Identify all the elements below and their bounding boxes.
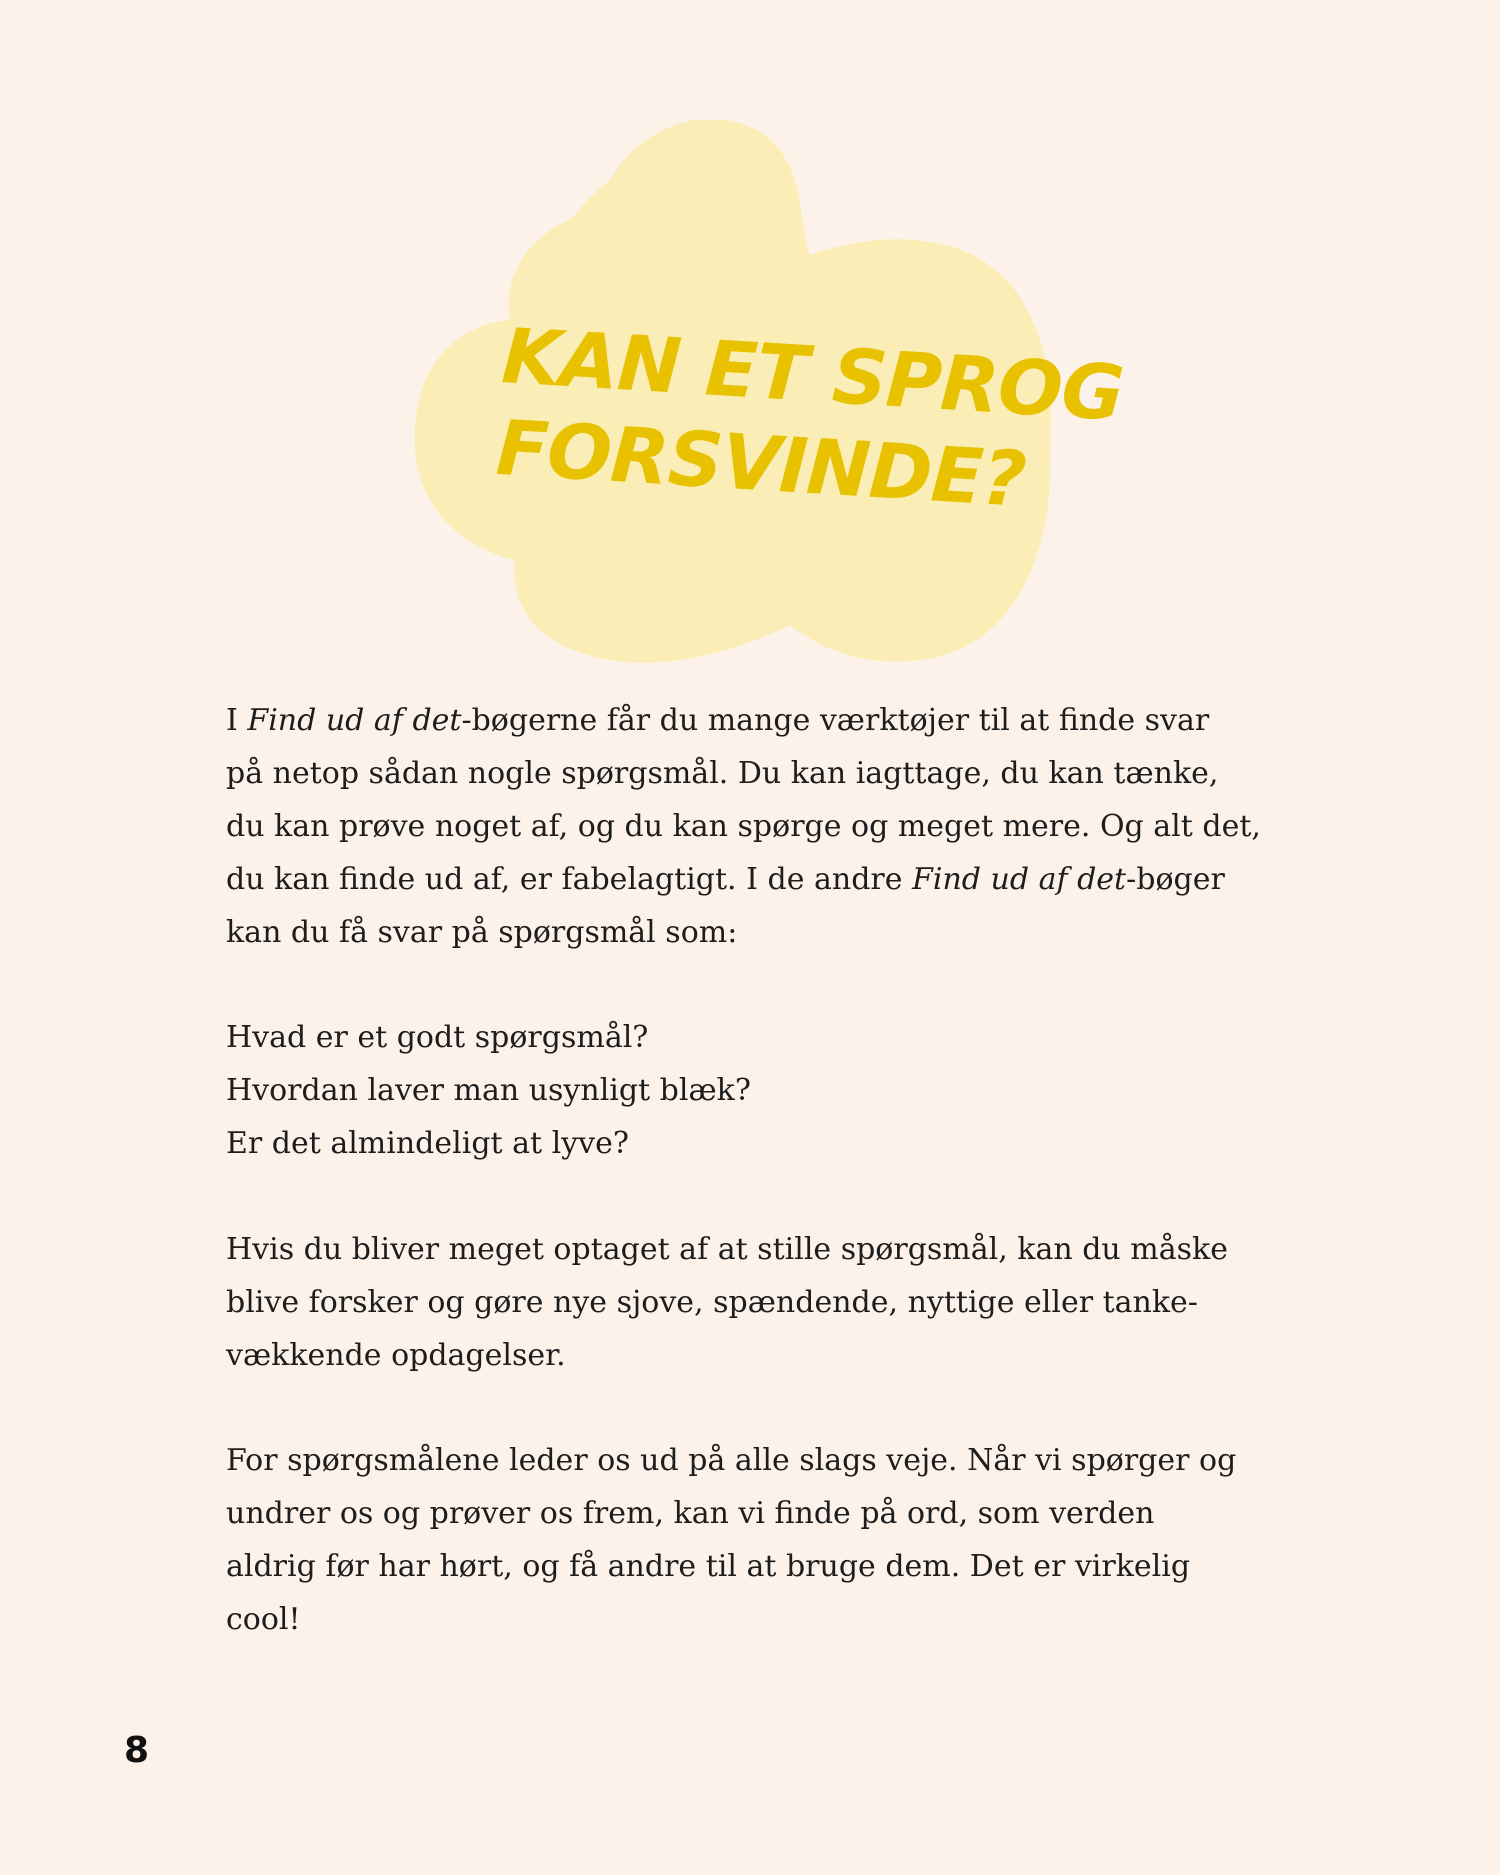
researcher-paragraph	[226, 1223, 1306, 1382]
paragraph-line: cool!	[226, 1602, 301, 1637]
book-title-italic: Find ud af det	[912, 862, 1127, 897]
book-title-italic: Find ud af det	[247, 703, 462, 738]
example-questions-list	[226, 1011, 1306, 1170]
paragraph-line: du kan prøve noget af, og du kan spørge og meget mere. Og alt det,	[226, 809, 1261, 844]
paragraph-line: blive forsker og gøre nye sjove, spændende, nyttige eller tanke-	[226, 1285, 1198, 1320]
question-item: Hvordan laver man usynligt blæk?	[226, 1073, 751, 1108]
page-number: 8	[124, 1730, 150, 1771]
paragraph-line: Hvis du bliver meget optaget af at stille spørgsmål, kan du måske	[226, 1232, 1228, 1267]
title-line-2: FORSVINDE?	[493, 402, 1028, 524]
paragraph-line: vækkende opdagelser.	[226, 1338, 566, 1373]
paragraph-line: I Find ud af det-bøgerne får du mange værktøjer til at finde svar	[226, 703, 1210, 738]
paragraph-line: For spørgsmålene leder os ud på alle slags veje. Når vi spørger og	[226, 1443, 1237, 1478]
page-title	[494, 310, 1126, 532]
paragraph-line: du kan finde ud af, er fabelagtigt. I de andre Find ud af det-bøger	[226, 862, 1225, 897]
paragraph-line: aldrig før har hørt, og få andre til at bruge dem. Det er virkelig	[226, 1549, 1191, 1584]
closing-paragraph	[226, 1434, 1306, 1646]
paragraph-line: undrer os og prøver os frem, kan vi finde på ord, som verden	[226, 1496, 1155, 1531]
question-item: Hvad er et godt spørgsmål?	[226, 1020, 649, 1055]
paragraph-line: kan du få svar på spørgsmål som:	[226, 915, 738, 950]
paragraph-line: på netop sådan nogle spørgsmål. Du kan iagttage, du kan tænke,	[226, 756, 1219, 791]
title-line-1: KAN ET SPROG	[499, 310, 1126, 438]
intro-paragraph	[226, 694, 1306, 959]
question-item: Er det almindeligt at lyve?	[226, 1126, 629, 1161]
